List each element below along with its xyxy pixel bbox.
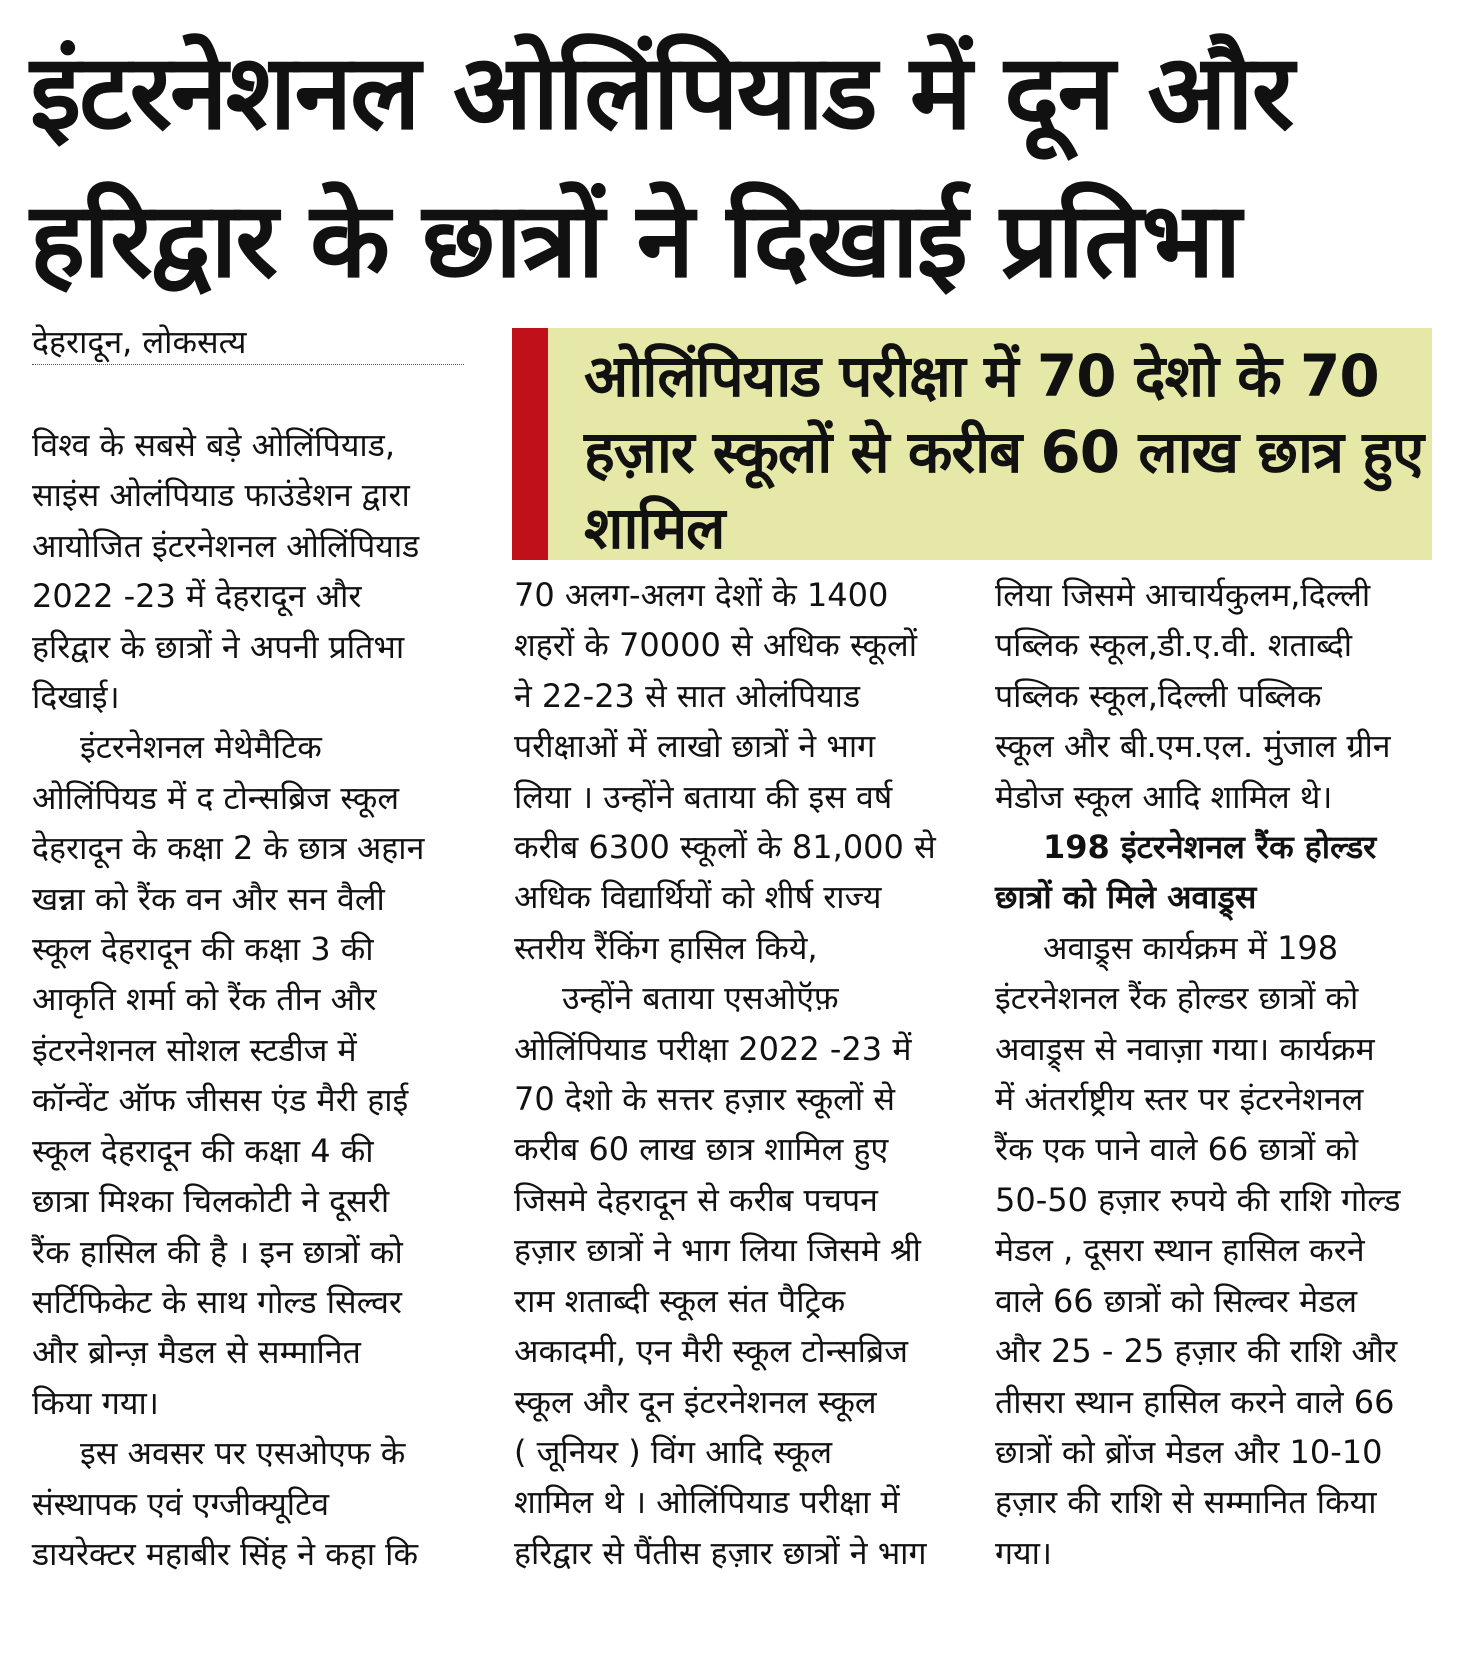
text-line: खन्ना को रैंक वन और सन वैली — [32, 879, 385, 918]
text-line: मेडोज स्कूल आदि शामिल थे। — [995, 777, 1333, 816]
text-line: स्तरीय रैंकिंग हासिल किये, — [514, 928, 818, 967]
text-line: रैंक हासिल की है । इन छात्रों को — [32, 1232, 403, 1271]
text-line: ओलिंपियड में द टोन्सब्रिज स्कूल — [32, 778, 400, 817]
subheading-line: 198 इंटरनेशनल रैंक होल्डर — [1043, 828, 1377, 867]
text-line: अवाड्र्स से नवाज़ा गया। कार्यक्रम — [995, 1029, 1375, 1068]
text-line: देहरादून के कक्षा 2 के छात्र अहान — [32, 829, 425, 868]
text-line: लिया जिसमे आचार्यकुलम,दिल्ली — [995, 576, 1371, 614]
text-line: ( जूनियर ) विंग आदि स्कूल — [514, 1432, 833, 1471]
text-line: आयोजित इंटरनेशनल ओलिंपियाड — [32, 526, 420, 565]
text-line: हज़ार की राशि से सम्मानित किया — [995, 1483, 1377, 1522]
article-column-3 — [995, 570, 1445, 1578]
text-line: और ब्रोन्ज़ मैडल से सम्मानित — [32, 1333, 361, 1372]
text-line: वाले 66 छात्रों को सिल्वर मेडल — [995, 1281, 1358, 1320]
text-line: रैंक एक पाने वाले 66 छात्रों को — [995, 1130, 1359, 1169]
text-line: और 25 - 25 हज़ार की राशि और — [995, 1332, 1398, 1371]
text-line: स्कूल देहरादून की कक्षा 4 की — [32, 1131, 374, 1170]
text-line: हरिद्वार से पैंतीस हज़ार छात्रों ने भाग — [514, 1533, 927, 1572]
text-line: इंटरनेशनल रैंक होल्डर छात्रों को — [995, 979, 1359, 1018]
text-line: साइंस ओलंपियाड फाउंडेशन द्वारा — [32, 476, 410, 515]
text-line: पब्लिक स्कूल,डी.ए.वी. शताब्दी — [995, 626, 1352, 665]
text-line: दिखाई। — [32, 678, 120, 717]
text-line: ओलिंपियाड परीक्षा 2022 -23 में — [514, 1029, 912, 1068]
text-line: हज़ार छात्रों ने भाग लिया जिसमे श्री — [514, 1231, 921, 1270]
text-line: करीब 6300 स्कूलों के 81,000 से — [514, 828, 936, 867]
text-line: इस अवसर पर एसओएफ के — [80, 1434, 406, 1473]
text-line: कॉन्वेंट ऑफ जीसस एंड मैरी हाई — [32, 1081, 409, 1120]
text-line: राम शताब्दी स्कूल संत पैट्रिक — [514, 1281, 846, 1320]
text-line: किया गया। — [32, 1383, 159, 1422]
text-line: जिसमे देहरादून से करीब पचपन — [514, 1180, 878, 1219]
headline-line-2: हरिद्वार के छात्रों ने दिखाई प्रतिभा — [30, 179, 1240, 301]
text-line: 70 देशो के सत्तर हज़ार स्कूलों से — [514, 1080, 895, 1119]
article-column-1 — [32, 420, 472, 1579]
text-line: डायरेक्टर महाबीर सिंह ने कहा कि — [32, 1534, 419, 1573]
text-line: स्कूल और दून इंटरनेशनल स्कूल — [514, 1382, 877, 1421]
text-line: संस्थापक एवं एग्जीक्यूटिव — [32, 1484, 330, 1523]
text-line: में अंतर्राष्ट्रीय स्तर पर इंटरनेशनल — [995, 1080, 1364, 1119]
text-line: उन्होंने बताया एसओऍफ़ — [562, 979, 839, 1018]
callout-text: ओलिंपियाड परीक्षा में 70 देशो के 70 हज़ार स्कूलों से करीब 60 लाख छात्र हुए शामिल — [584, 342, 1424, 562]
text-line: मेडल , दूसरा स्थान हासिल करने — [995, 1231, 1365, 1270]
text-line: ने 22-23 से सात ओलंपियाड — [514, 676, 861, 715]
article-column-2 — [514, 570, 964, 1578]
text-line: तीसरा स्थान हासिल करने वाले 66 — [995, 1382, 1395, 1421]
text-line: सर्टिफिकेट के साथ गोल्ड सिल्वर — [32, 1282, 403, 1321]
text-line: करीब 60 लाख छात्र शामिल हुए — [514, 1130, 889, 1169]
byline-divider — [32, 364, 464, 365]
text-line: शामिल थे । ओलिंपियाड परीक्षा में — [514, 1483, 900, 1522]
headline — [30, 18, 1292, 314]
text-line: छात्रों को ब्रोंज मेडल और 10-10 — [995, 1432, 1383, 1471]
text-line: 2022 -23 में देहरादून और — [32, 577, 362, 616]
text-line: आकृति शर्मा को रैंक तीन और — [32, 980, 377, 1019]
text-line: छात्रा मिश्का चिलकोटी ने दूसरी — [32, 1182, 390, 1221]
text-line: हरिद्वार के छात्रों ने अपनी प्रतिभा — [32, 627, 405, 666]
text-line: अकादमी, एन मैरी स्कूल टोन्सब्रिज — [514, 1332, 908, 1371]
text-line: लिया । उन्होंने बताया की इस वर्ष — [514, 777, 893, 816]
text-line: परीक्षाओं में लाखो छात्रों ने भाग — [514, 727, 876, 766]
headline-line-1: इंटरनेशनल ओलिंपियाड में दून और — [30, 31, 1293, 153]
text-line: शहरों के 70000 से अधिक स्कूलों — [514, 626, 917, 665]
highlight-callout — [512, 328, 1432, 560]
text-line: इंटरनेशनल मेथेमैटिक — [80, 728, 322, 767]
text-line: अवाड्र्स कार्यक्रम में 198 — [1043, 928, 1339, 967]
callout-accent-bar — [512, 328, 548, 560]
text-line: गया। — [995, 1533, 1052, 1572]
byline: देहरादून, लोकसत्य — [32, 323, 247, 361]
text-line: इंटरनेशनल सोशल स्टडीज में — [32, 1030, 357, 1069]
text-line: स्कूल देहरादून की कक्षा 3 की — [32, 930, 374, 969]
subheading-line: छात्रों को मिले अवाड्र्स — [995, 878, 1257, 917]
text-line: विश्व के सबसे बड़े ओलिंपियाड, — [32, 426, 395, 464]
text-line: अधिक विद्यार्थियों को शीर्ष राज्य — [514, 878, 882, 917]
text-line: 50-50 हज़ार रुपये की राशि गोल्ड — [995, 1180, 1401, 1219]
text-line: पब्लिक स्कूल,दिल्ली पब्लिक — [995, 676, 1322, 715]
text-line: 70 अलग-अलग देशों के 1400 — [514, 576, 889, 614]
text-line: स्कूल और बी.एम.एल. मुंजाल ग्रीन — [995, 727, 1391, 766]
